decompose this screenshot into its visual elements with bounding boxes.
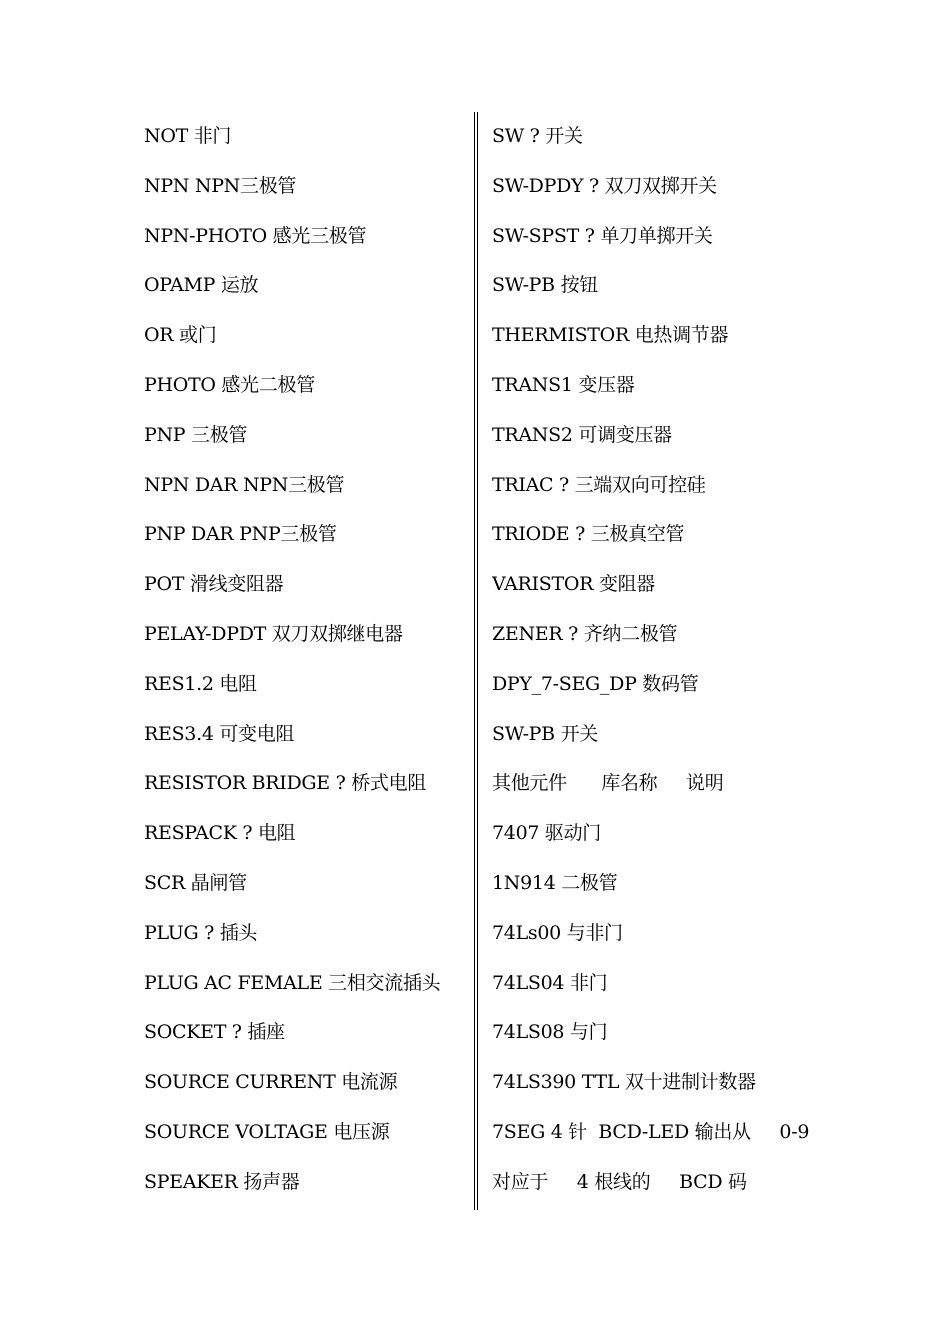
list-item: TRIODE ? 三极真空管 [492,523,685,546]
list-item: 74LS390 TTL 双十进制计数器 [492,1071,756,1094]
list-item: ZENER ? 齐纳二极管 [492,622,678,645]
list-item: THERMISTOR 电热调节器 [492,324,729,347]
list-item: NPN-PHOTO 感光三极管 [144,224,367,247]
list-item: SOURCE CURRENT 电流源 [144,1071,398,1094]
list-item: VARISTOR 变阻器 [492,573,655,596]
list-item: SOURCE VOLTAGE 电压源 [144,1120,390,1143]
list-item: PNP 三极管 [144,423,248,446]
list-item: 74Ls00 与非门 [492,921,623,944]
left-column [144,112,464,1208]
list-item: TRANS1 变压器 [492,373,635,396]
list-item: PLUG AC FEMALE 三相交流插头 [144,971,441,994]
list-item: 74LS04 非门 [492,971,608,994]
list-item: TRANS2 可调变压器 [492,423,672,446]
list-item: SCR 晶闸管 [144,871,247,894]
list-item: PNP DAR PNP三极管 [144,523,337,546]
column-divider [474,112,478,1210]
list-item: 其他元件 库名称 说明 [492,772,724,795]
list-item: SPEAKER 扬声器 [144,1170,300,1193]
list-item: SW-DPDY ? 双刀双掷开关 [492,174,717,197]
list-item: RES1.2 电阻 [144,672,257,695]
list-item: NOT 非门 [144,125,232,147]
list-item: 74LS08 与门 [492,1021,608,1044]
list-item: RES3.4 可变电阻 [144,722,295,745]
list-item: SW-PB 按钮 [492,274,598,297]
list-item: 1N914 二极管 [492,871,618,894]
list-item: PLUG ? 插头 [144,921,258,944]
list-item: OR 或门 [144,324,217,347]
list-item: RESPACK ? 电阻 [144,822,296,845]
list-item: 7SEG 4 针 BCD-LED 输出从 0-9 [492,1120,810,1143]
list-item: SW ? 开关 [492,125,583,147]
list-item: 7407 驱动门 [492,822,601,845]
list-item: SW-SPST ? 单刀单掷开关 [492,224,713,247]
list-item: 对应于 4 根线的 BCD 码 [492,1170,747,1193]
list-item: POT 滑线变阻器 [144,573,284,596]
list-item: RESISTOR BRIDGE ? 桥式电阻 [144,772,427,795]
list-item: OPAMP 运放 [144,274,259,297]
list-item: NPN DAR NPN三极管 [144,473,345,496]
list-item: NPN NPN三极管 [144,174,297,197]
list-item: SOCKET ? 插座 [144,1021,285,1044]
list-item: SW-PB 开关 [492,722,598,745]
list-item: PHOTO 感光二极管 [144,373,315,396]
list-item: TRIAC ? 三端双向可控硅 [492,473,706,496]
list-item: PELAY-DPDT 双刀双掷继电器 [144,622,403,645]
right-column [492,112,822,1208]
list-item: DPY_7-SEG_DP 数码管 [492,672,699,695]
